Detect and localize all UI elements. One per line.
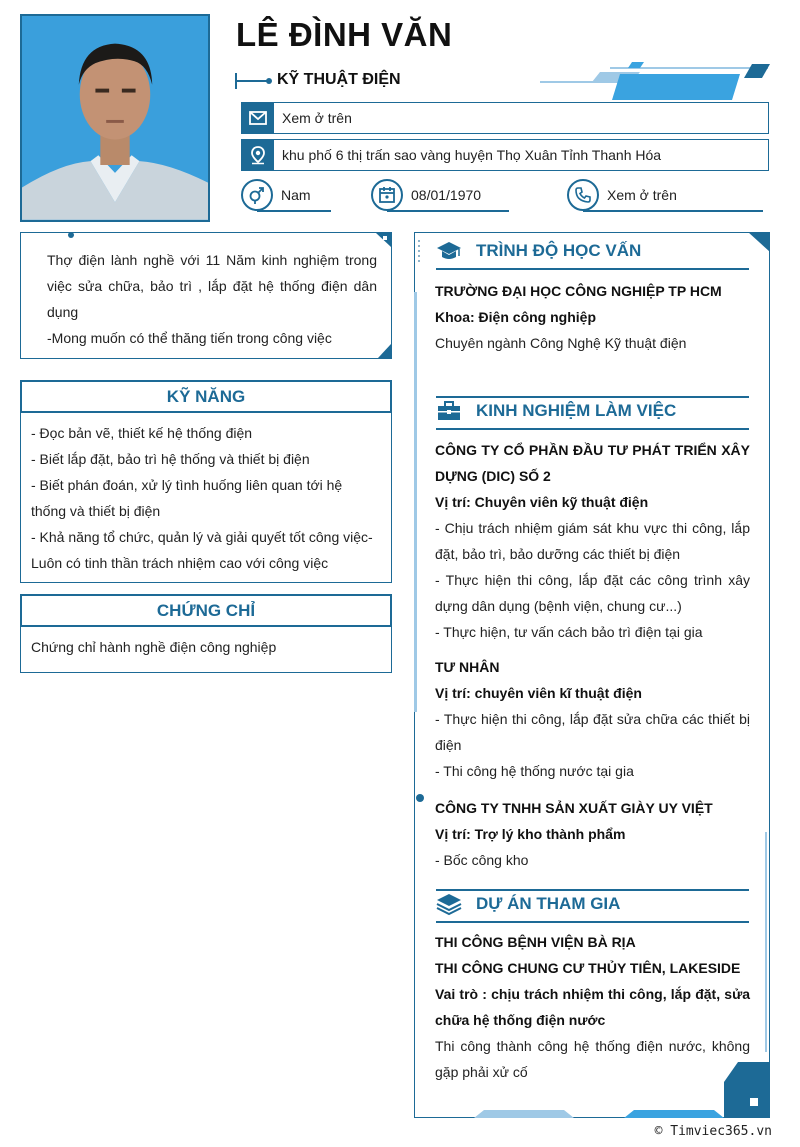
gender-row	[241, 178, 331, 212]
gender-underline	[257, 210, 331, 212]
person-photo	[22, 16, 208, 220]
job-detail: - Thi công hệ thống nước tại gia	[435, 763, 634, 779]
skill-item: - Khả năng tổ chức, quản lý và giải quyết tốt công việc- Luôn có tinh thần trách nhiệm cao với công việc	[31, 529, 373, 571]
phone-underline	[583, 210, 763, 212]
certificate-item: Chứng chỉ hành nghề điện công nghiệp	[31, 639, 277, 655]
address-value: khu phố 6 thị trấn sao vàng huyện Thọ Xuân Tỉnh Thanh Hóa	[282, 147, 662, 163]
summary-line-1: Thợ điện lành nghề với 11 Năm kinh nghiệm trong việc sửa chữa, bảo trì , lắp đặt hệ thống điện dân dụng	[47, 252, 377, 320]
title-line	[236, 80, 270, 82]
avatar	[20, 14, 210, 222]
gender-value: Nam	[281, 187, 311, 203]
candidate-name: LÊ ĐÌNH VĂN	[236, 16, 453, 53]
experience-job-1	[435, 437, 750, 645]
skill-item: - Biết lắp đặt, bảo trì hệ thống và thiết bị điện	[31, 451, 310, 467]
birthday-row	[371, 178, 509, 212]
summary-box	[20, 232, 392, 359]
certificates-list	[21, 626, 391, 668]
job-position: Vị trí: Chuyên viên kỹ thuật điện	[435, 494, 649, 510]
company-name: CÔNG TY TNHH SẢN XUẤT GIÀY UY VIỆT	[435, 800, 713, 816]
summary-dot	[68, 232, 74, 238]
job-detail: - Bốc công kho	[435, 852, 529, 868]
skill-item: - Biết phán đoán, xử lý tình huống liên quan tới hệ thống và thiết bị điện	[31, 477, 343, 519]
job-detail: - Chịu trách nhiệm giám sát khu vực thi công, lắp đặt, bảo trì, bảo dưỡng các thiết bị điện	[435, 520, 750, 562]
major: Chuyên ngành Công Nghệ Kỹ thuật điện	[435, 335, 687, 351]
certificates-title: CHỨNG CHỈ	[20, 594, 392, 627]
projects-title: DỰ ÁN THAM GIA	[476, 894, 621, 913]
gender-icon	[241, 179, 273, 211]
job-detail: - Thực hiện thi công, lắp đặt sửa chữa các thiết bị điện	[435, 711, 750, 753]
phone-value[interactable]: Xem ở trên	[607, 187, 677, 203]
location-pin-icon	[242, 140, 274, 170]
project-role: Vai trò : chịu trách nhiệm thi công, lắp đặt, sửa chữa hệ thống điện nước	[435, 986, 750, 1028]
summary-corner-top-icon	[370, 233, 391, 247]
summary-line-2: -Mong muốn có thể thăng tiến trong công việc	[47, 330, 332, 346]
education-content	[435, 278, 750, 356]
skills-section	[20, 380, 392, 583]
email-row	[241, 102, 769, 134]
job-detail: - Thực hiện, tư vấn cách bảo trì điện tại gia	[435, 624, 703, 640]
experience-job-2	[435, 654, 750, 784]
experience-title: KINH NGHIỆM LÀM VIỆC	[476, 401, 677, 420]
header-decoration	[540, 60, 770, 104]
job-detail: - Thực hiện thi công, lắp đặt các công trình xây dựng dân dụng (bệnh viện, chung cư...)	[435, 572, 750, 614]
project-result: Thi công thành công hệ thống điện nước, không gặp phải xử cố	[435, 1038, 750, 1080]
experience-job-3	[435, 795, 750, 873]
education-title: TRÌNH ĐỘ HỌC VẤN	[476, 241, 642, 260]
birthday-underline	[387, 210, 509, 212]
phone-icon	[567, 179, 599, 211]
summary-corner-bottom-icon	[378, 344, 391, 358]
projects-header	[436, 887, 749, 923]
calendar-icon	[371, 179, 403, 211]
phone-row	[567, 178, 763, 212]
certificates-section	[20, 594, 392, 673]
skills-title: KỸ NĂNG	[20, 380, 392, 413]
graduation-cap-icon	[436, 239, 462, 263]
education-header	[436, 234, 749, 270]
company-name: CÔNG TY CỔ PHẦN ĐẦU TƯ PHÁT TRIỂN XÂY DỰNG (DIC) SỐ 2	[435, 442, 750, 484]
project-name: THI CÔNG CHUNG CƯ THỦY TIÊN, LAKESIDE	[435, 960, 741, 976]
school-name: TRƯỜNG ĐẠI HỌC CÔNG NGHIỆP TP HCM	[435, 283, 722, 299]
faculty: Khoa: Điện công nghiệp	[435, 309, 596, 325]
projects-content	[435, 929, 750, 1085]
skills-list	[21, 412, 391, 584]
address-row	[241, 139, 769, 171]
job-title: KỸ THUẬT ĐIỆN	[277, 71, 401, 88]
job-position: Vị trí: chuyên viên kĩ thuật điện	[435, 685, 642, 701]
watermark-credit: © Timviec365.vn	[654, 1124, 772, 1139]
mail-icon	[242, 103, 274, 133]
title-dot	[266, 78, 272, 84]
job-position: Vị trí: Trợ lý kho thành phẩm	[435, 826, 626, 842]
email-value[interactable]: Xem ở trên	[282, 110, 352, 126]
birthday-value: 08/01/1970	[411, 187, 482, 203]
skill-item: - Đọc bản vẽ, thiết kế hệ thống điện	[31, 425, 253, 441]
layers-icon	[436, 892, 462, 916]
project-name: THI CÔNG BỆNH VIỆN BÀ RỊA	[435, 934, 636, 950]
briefcase-icon	[436, 399, 462, 423]
experience-header	[436, 394, 749, 430]
company-name: TƯ NHÂN	[435, 659, 500, 675]
